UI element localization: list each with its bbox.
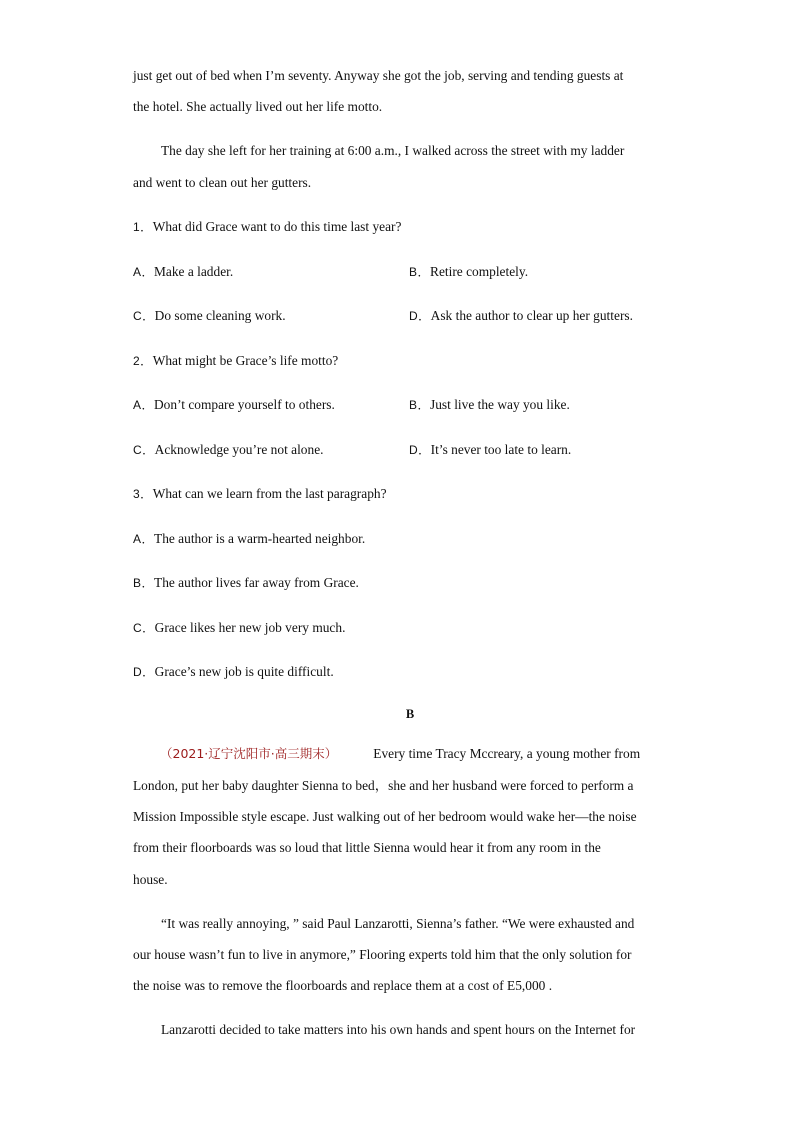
section-b-first-line bbox=[160, 746, 640, 762]
question-text: What can we learn from the last paragraph? bbox=[152, 486, 387, 501]
option-2d[interactable] bbox=[409, 442, 571, 458]
option-text: Make a ladder. bbox=[154, 264, 234, 279]
option-letter: B． bbox=[133, 576, 155, 590]
passage-line: Every time Tracy Mccreary, a young mother from bbox=[373, 746, 641, 761]
option-2b[interactable] bbox=[409, 397, 570, 413]
option-text: The author is a warm-hearted neighbor. bbox=[154, 531, 366, 546]
question-2-stem bbox=[133, 353, 338, 369]
option-letter: D． bbox=[409, 443, 431, 457]
passage-line: the hotel. She actually lived out her life motto. bbox=[133, 99, 383, 114]
option-text: Ask the author to clear up her gutters. bbox=[430, 308, 633, 323]
option-3a[interactable] bbox=[133, 531, 365, 547]
passage-line: from their floorboards was so loud that little Sienna would hear it from any room in the bbox=[133, 840, 601, 855]
option-text: Do some cleaning work. bbox=[154, 308, 286, 323]
passage-line: London, put her baby daughter Sienna to bed，she and her husband were forced to perform a bbox=[133, 778, 634, 793]
option-text: Don’t compare yourself to others. bbox=[154, 397, 335, 412]
option-3d[interactable] bbox=[133, 664, 334, 680]
question-text: What did Grace want to do this time last year? bbox=[152, 219, 402, 234]
option-text: Grace likes her new job very much. bbox=[154, 620, 346, 635]
passage-line: Mission Impossible style escape. Just walking out of her bedroom would wake her—the noise bbox=[133, 809, 637, 824]
passage-line: and went to clean out her gutters. bbox=[133, 175, 312, 190]
passage-line: the noise was to remove the floorboards and replace them at a cost of E5,000 . bbox=[133, 978, 553, 993]
question-text: What might be Grace’s life motto? bbox=[152, 353, 339, 368]
question-number: 1． bbox=[133, 220, 153, 234]
option-text: Acknowledge you’re not alone. bbox=[154, 442, 324, 457]
option-letter: C． bbox=[133, 309, 155, 323]
question-number: 3． bbox=[133, 487, 153, 501]
option-3c[interactable] bbox=[133, 620, 345, 636]
option-letter: D． bbox=[133, 665, 155, 679]
question-1-stem bbox=[133, 219, 401, 235]
passage-line: just get out of bed when I’m seventy. Anyway she got the job, serving and tending guests at bbox=[133, 68, 624, 83]
source-tag: （2021·辽宁沈阳市·高三期末） bbox=[160, 746, 338, 761]
passage-line: “It was really annoying, ” said Paul Lanzarotti, Sienna’s father. “We were exhausted and bbox=[161, 916, 635, 931]
option-1c[interactable] bbox=[133, 308, 286, 324]
option-text: It’s never too late to learn. bbox=[430, 442, 572, 457]
option-letter: C． bbox=[133, 443, 155, 457]
option-text: Retire completely. bbox=[430, 264, 529, 279]
option-letter: B． bbox=[409, 398, 431, 412]
option-letter: B． bbox=[409, 265, 431, 279]
option-letter: D． bbox=[409, 309, 431, 323]
passage-line: Lanzarotti decided to take matters into his own hands and spent hours on the Internet for bbox=[161, 1022, 636, 1037]
option-letter: C． bbox=[133, 621, 155, 635]
option-text: The author lives far away from Grace. bbox=[154, 575, 359, 590]
question-number: 2． bbox=[133, 354, 153, 368]
option-1a[interactable] bbox=[133, 264, 233, 280]
section-heading: B bbox=[405, 707, 415, 721]
question-3-stem bbox=[133, 486, 387, 502]
option-2c[interactable] bbox=[133, 442, 324, 458]
option-1d[interactable] bbox=[409, 308, 633, 324]
option-text: Just live the way you like. bbox=[430, 397, 570, 412]
passage-line: The day she left for her training at 6:00 a.m., I walked across the street with my ladder bbox=[161, 143, 625, 158]
passage-line: our house wasn’t fun to live in anymore,” Flooring experts told him that the only solution for bbox=[133, 947, 632, 962]
option-1b[interactable] bbox=[409, 264, 528, 280]
option-letter: A． bbox=[133, 398, 155, 412]
option-text: Grace’s new job is quite difficult. bbox=[154, 664, 334, 679]
option-2a[interactable] bbox=[133, 397, 335, 413]
passage-line: house. bbox=[133, 872, 168, 887]
option-3b[interactable] bbox=[133, 575, 359, 591]
option-letter: A． bbox=[133, 265, 155, 279]
option-letter: A． bbox=[133, 532, 155, 546]
